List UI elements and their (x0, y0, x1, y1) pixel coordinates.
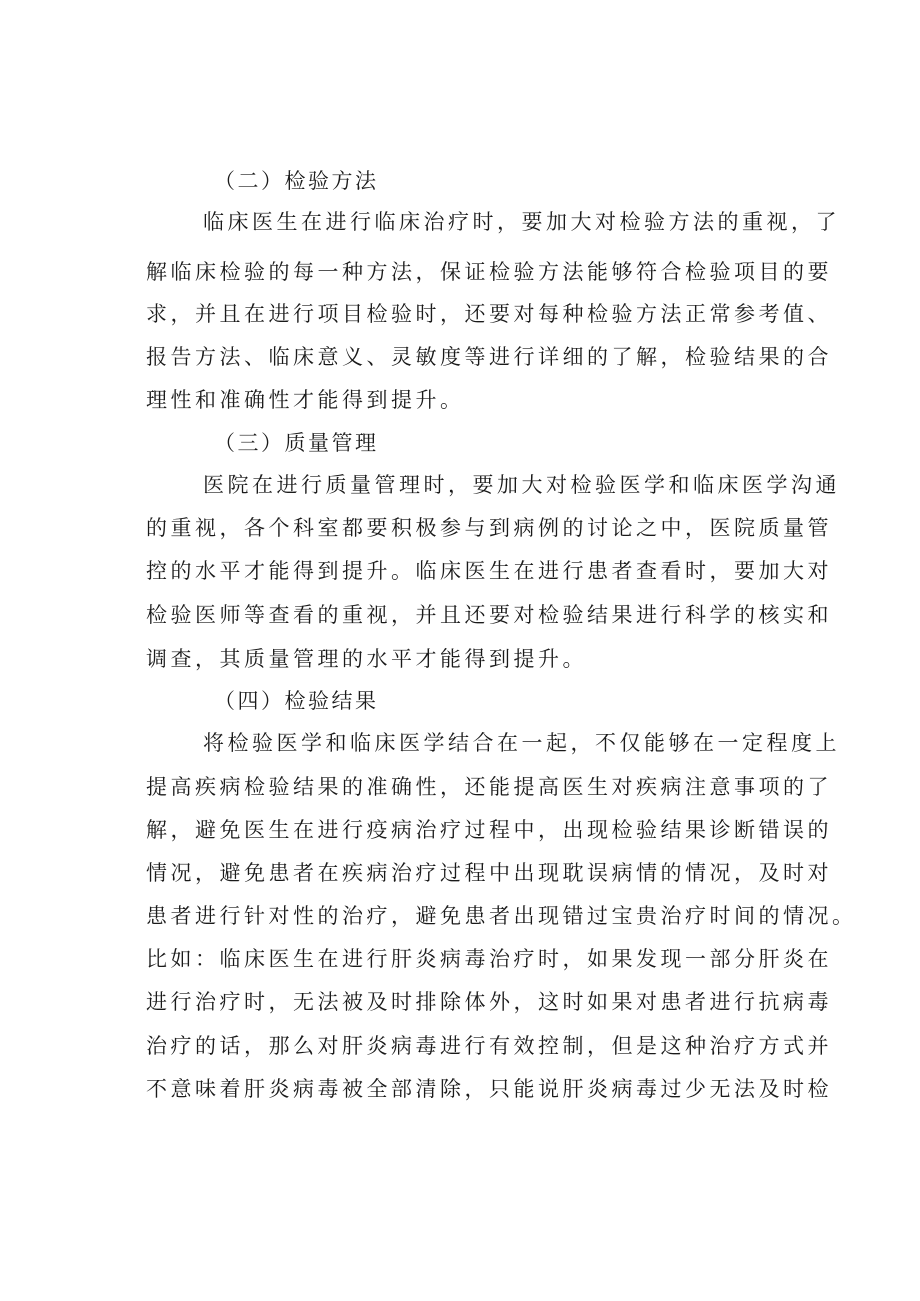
paragraph-line: 患者进行针对性的治疗，避免患者出现错过宝贵治疗时间的情况。 (146, 904, 857, 928)
section-heading: （四）检验结果 (214, 689, 379, 713)
paragraph-line: 医院在进行质量管理时，要加大对检验医学和临床医学沟通 (203, 473, 840, 497)
paragraph-line: 提高疾病检验结果的准确性，还能提高医生对疾病注意事项的了 (146, 775, 832, 799)
paragraph-line: 情况，避免患者在疾病治疗过程中出现耽误病情的情况，及时对 (146, 861, 832, 885)
paragraph-line: 解临床检验的每一种方法，保证检验方法能够符合检验项目的要 (146, 260, 832, 284)
paragraph-line: 求，并且在进行项目检验时，还要对每种检验方法正常参考值、 (146, 302, 832, 326)
paragraph-line: 解，避免医生在进行疫病治疗过程中，出现检验结果诊断错误的 (146, 818, 832, 842)
paragraph-line: 调查，其质量管理的水平才能得到提升。 (146, 647, 587, 671)
section-heading: （三）质量管理 (214, 431, 379, 455)
section-heading: （二）检验方法 (214, 169, 379, 193)
paragraph-line: 临床医生在进行临床治疗时，要加大对检验方法的重视，了 (203, 210, 840, 234)
paragraph-line: 的重视，各个科室都要积极参与到病例的讨论之中，医院质量管 (146, 516, 832, 540)
paragraph-line: 不意味着肝炎病毒被全部清除，只能说肝炎病毒过少无法及时检 (146, 1077, 832, 1101)
paragraph-line: 将检验医学和临床医学结合在一起，不仅能够在一定程度上 (203, 731, 840, 755)
paragraph-line: 检验医师等查看的重视，并且还要对检验结果进行科学的核实和 (146, 603, 832, 627)
paragraph-line: 进行治疗时，无法被及时排除体外，这时如果对患者进行抗病毒 (146, 990, 832, 1014)
paragraph-line: 控的水平才能得到提升。临床医生在进行患者查看时，要加大对 (146, 559, 832, 583)
paragraph-line: 理性和准确性才能得到提升。 (146, 388, 465, 412)
paragraph-line: 治疗的话，那么对肝炎病毒进行有效控制，但是这种治疗方式并 (146, 1034, 832, 1058)
paragraph-line: 比如：临床医生在进行肝炎病毒治疗时，如果发现一部分肝炎在 (146, 947, 832, 971)
paragraph-line: 报告方法、临床意义、灵敏度等进行详细的了解，检验结果的合 (146, 345, 832, 369)
